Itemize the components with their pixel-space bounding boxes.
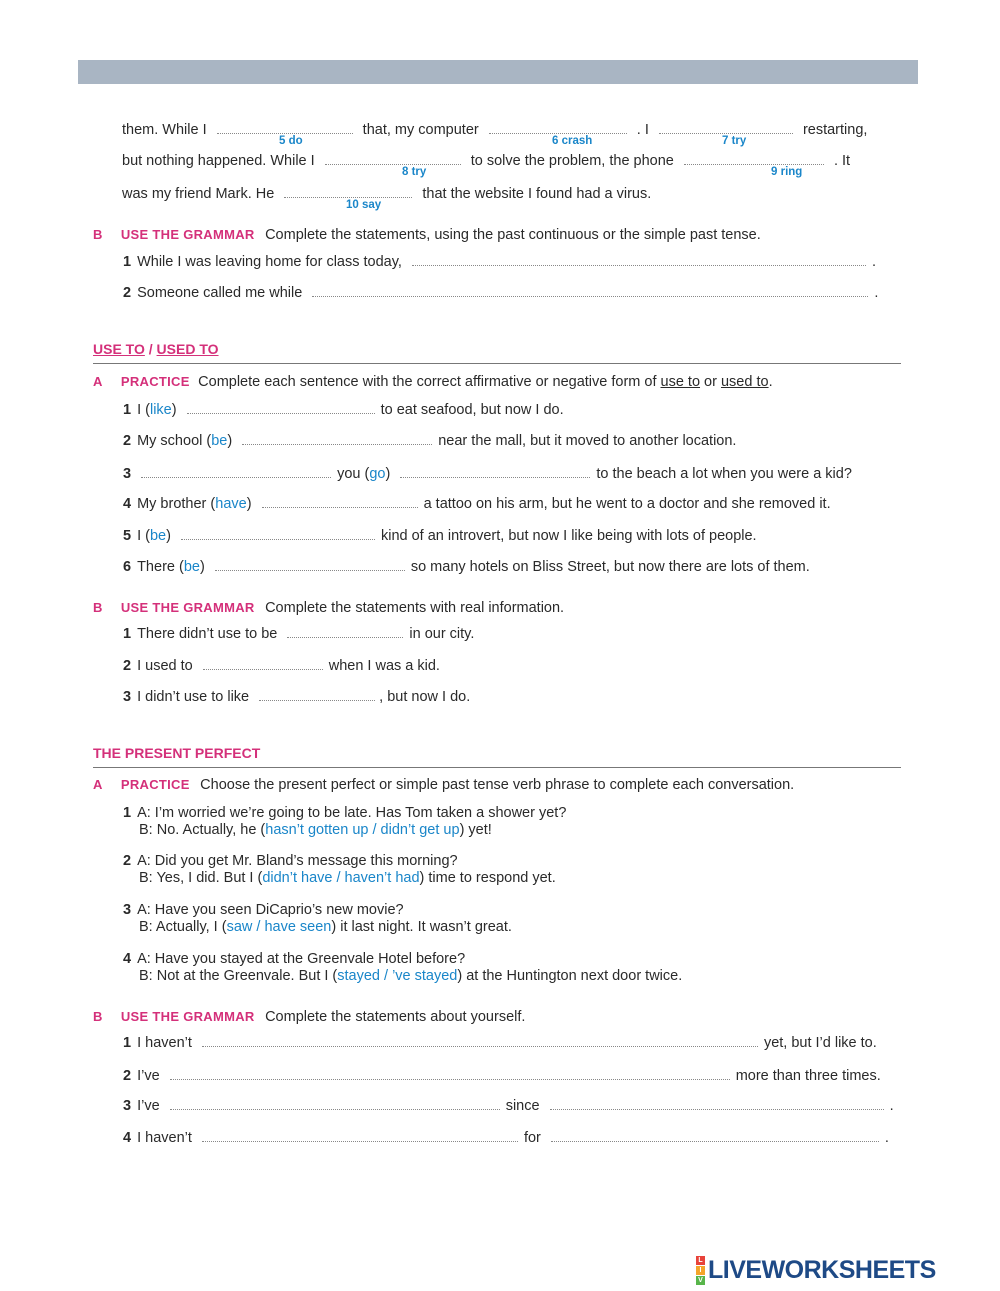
choice-3[interactable]: saw / have seen [226, 919, 332, 935]
used-b-item-1: 1 There didn’t use to be in our city. [123, 626, 475, 642]
pp-b-item-1: 1 I haven’t yet, but I’d like to. [123, 1035, 877, 1051]
pp-b-item-2: 2 I’ve more than three times. [123, 1068, 881, 1084]
section-rule [93, 363, 901, 364]
used-item-3: 3 you (go) to the beach a lot when you were a kid? [123, 466, 852, 482]
section-title-present-perfect: THE PRESENT PERFECT [93, 745, 261, 761]
pp-a-header: A PRACTICE Choose the present perfect or simple past tense verb phrase to complete each conversation. [93, 777, 795, 793]
used-item-6: 6 There (be) so many hotels on Bliss Street, but now there are lots of them. [123, 559, 810, 575]
blank-7[interactable] [659, 123, 793, 134]
hint-5: 5 do [279, 135, 303, 147]
blank-used-b-2[interactable] [203, 659, 323, 670]
choice-4[interactable]: stayed / ’ve stayed [337, 968, 458, 984]
story-line-3: was my friend Mark. He that the website I found had a virus. [122, 186, 652, 202]
blank-pp-3a[interactable] [170, 1099, 500, 1110]
blank-pc-2[interactable] [312, 286, 868, 297]
blank-used-1[interactable] [187, 403, 375, 414]
used-b-item-3: 3 I didn’t use to like , but now I do. [123, 689, 471, 705]
blank-pc-1[interactable] [412, 255, 866, 266]
hint-9: 9 ring [771, 166, 803, 178]
pc-b-header: B USE THE GRAMMAR Complete the statements, using the past continuous or the simple past tense. [93, 227, 761, 243]
used-item-5: 5 I (be) kind of an introvert, but now I like being with lots of people. [123, 528, 757, 544]
pc-b-item-2: 2 Someone called me while . [123, 285, 879, 301]
section-title-used-to: USE TO / USED TO [93, 341, 219, 357]
blank-used-b-3[interactable] [259, 690, 375, 701]
used-item-2: 2 My school (be) near the mall, but it moved to another location. [123, 433, 737, 449]
conv-2: 2 A: Did you get Mr. Bland’s message this morning? B: Yes, I did. But I (didn’t have / haven’t had) time to respond yet. [123, 853, 556, 886]
blank-pp-4a[interactable] [202, 1131, 518, 1142]
header-bar [78, 60, 918, 84]
used-item-4: 4 My brother (have) a tattoo on his arm, but he went to a doctor and she removed it. [123, 496, 831, 512]
used-item-1: 1 I (like) to eat seafood, but now I do. [123, 402, 564, 418]
choice-1[interactable]: hasn’t gotten up / didn’t get up [265, 822, 460, 838]
blank-used-3a[interactable] [141, 467, 331, 478]
used-b-item-2: 2 I used to when I was a kid. [123, 658, 440, 674]
hint-8: 8 try [402, 166, 427, 178]
choice-2[interactable]: didn’t have / haven’t had [262, 870, 420, 886]
blank-pp-3b[interactable] [550, 1099, 884, 1110]
conv-3: 3 A: Have you seen DiCaprio’s new movie? B: Actually, I (saw / have seen) it last night. It wasn’t great. [123, 902, 512, 935]
blank-used-5[interactable] [181, 529, 375, 540]
conv-4: 4 A: Have you stayed at the Greenvale Hotel before? B: Not at the Greenvale. But I (stayed / ’ve stayed) at the Huntington next door twice. [123, 951, 683, 984]
pc-b-item-1: 1 While I was leaving home for class today, . [123, 254, 877, 270]
blank-pp-1[interactable] [202, 1036, 758, 1047]
conv-1: 1 A: I’m worried we’re going to be late. Has Tom taken a shower yet? B: No. Actually, he (hasn’t gotten up / didn’t get up) yet! [123, 805, 567, 838]
blank-pp-2[interactable] [170, 1069, 730, 1080]
used-a-header: A PRACTICE Complete each sentence with the correct affirmative or negative form of use to or used to. [93, 374, 773, 390]
blank-pp-4b[interactable] [551, 1131, 879, 1142]
liveworksheets-logo [696, 1256, 936, 1285]
pp-b-header: B USE THE GRAMMAR Complete the statements about yourself. [93, 1009, 526, 1025]
hint-6: 6 crash [552, 135, 593, 147]
blank-10[interactable] [284, 187, 412, 198]
pp-b-item-4: 4 I haven’t for . [123, 1130, 889, 1146]
blank-8[interactable] [325, 154, 461, 165]
blank-9[interactable] [684, 154, 824, 165]
logo-text: LIVEWORKSHEETS [708, 1256, 936, 1284]
blank-6[interactable] [489, 123, 627, 134]
story-line-2: but nothing happened. While I to solve the problem, the phone . It [122, 153, 851, 169]
hint-7: 7 try [722, 135, 747, 147]
logo-blocks-icon: L I V [696, 1256, 705, 1285]
blank-used-b-1[interactable] [287, 627, 403, 638]
pp-b-item-3: 3 I’ve since . [123, 1098, 894, 1114]
blank-used-4[interactable] [262, 497, 418, 508]
story-line-1: them. While I that, my computer . I restarting, [122, 122, 868, 138]
used-b-header: B USE THE GRAMMAR Complete the statements with real information. [93, 600, 565, 616]
blank-5[interactable] [217, 123, 353, 134]
blank-used-2[interactable] [242, 434, 432, 445]
section-rule [93, 767, 901, 768]
hint-10: 10 say [346, 199, 382, 211]
blank-used-6[interactable] [215, 560, 405, 571]
blank-used-3b[interactable] [400, 467, 590, 478]
